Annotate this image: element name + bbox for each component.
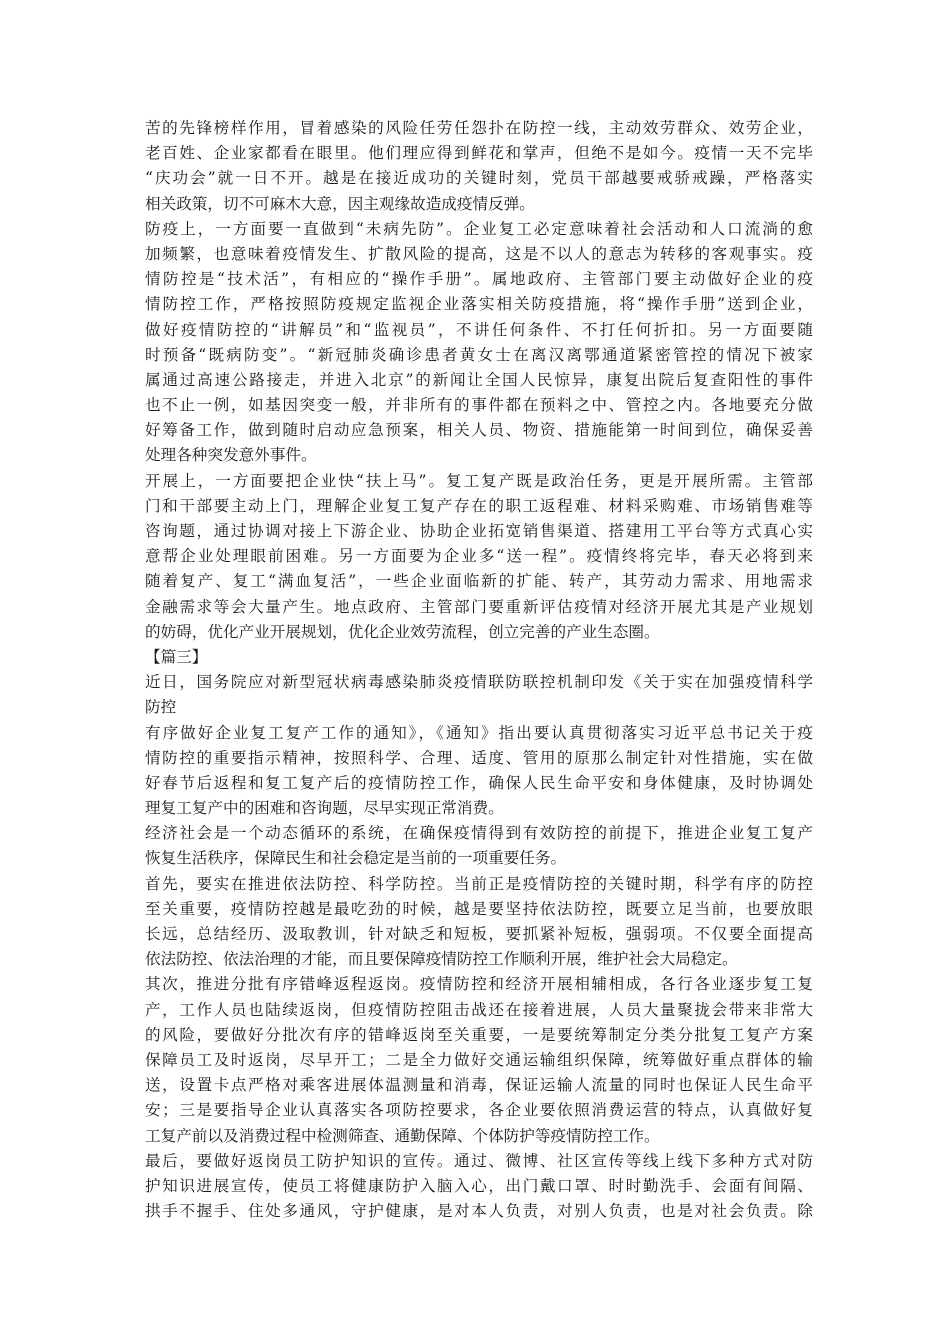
text-line: 老百姓、企业家都看在眼里。他们理应得到鲜花和掌声，但绝不是如今。疫情一天不完毕: [145, 144, 813, 163]
text-line: 相关政策，切不可麻木大意，因主观缘故造成疫情反弹。: [145, 194, 535, 213]
text-line: 保障员工及时返岗，尽早开工；二是全力做好交通运输组织保障，统筹做好重点群体的输: [145, 1050, 813, 1069]
text-line: 金融需求等会大量产生。地点政府、主管部门要重新评估疫情对经济开展尤其是产业规划: [145, 597, 813, 616]
text-line: “庆功会”就一日不开。越是在接近成功的关键时刻，党员干部越要戒骄戒躁，严格落实: [145, 169, 813, 188]
text-line: 门和干部要主动上门，理解企业复工复产存在的职工返程难、材料采购难、市场销售难等: [145, 496, 813, 515]
text-line: 防疫上，一方面要一直做到“未病先防”。企业复工必定意味着社会活动和人口流淌的愈: [145, 219, 813, 238]
text-line: 防控: [145, 698, 177, 717]
text-line: 经济社会是一个动态循环的系统，在确保疫情得到有效防控的前提下，推进企业复工复产: [145, 824, 813, 843]
text-line: 近日，国务院应对新型冠状病毒感染肺炎疫情联防联控机制印发《关于实在加强疫情科学: [145, 673, 813, 692]
text-line: 依法防控、依法治理的才能，而且要保障疫情防控工作顺利开展，维护社会大局稳定。: [145, 950, 738, 969]
text-line: 工复产前以及消费过程中检测筛查、通勤保障、个体防护等疫情防控工作。: [145, 1126, 660, 1145]
text-line: 情防控工作，严格按照防疫规定监视企业落实相关防疫措施，将“操作手册”送到企业，: [145, 295, 813, 314]
text-line: 拱手不握手、住处多通风，守护健康，是对本人负责，对别人负责，也是对社会负责。除: [145, 1202, 813, 1221]
text-line: 产，工作人员也陆续返岗，但疫情防控阻击战还在接着进展，人员大量聚拢会带来非常大: [145, 1000, 813, 1019]
text-line: 安；三是要指导企业认真落实各项防控要求，各企业要依照消费运营的特点，认真做好复: [145, 1101, 813, 1120]
text-line: 有序做好企业复工复产工作的通知》，《通知》指出要认真贯彻落实习近平总书记关于疫: [145, 723, 813, 742]
text-line: 恢复生活秩序，保障民生和社会稳定是当前的一项重要任务。: [145, 849, 567, 868]
text-line: 情防控是“技术活”，有相应的“操作手册”。属地政府、主管部门要主动做好企业的疫: [145, 270, 813, 289]
text-line: 长远，总结经历、汲取教训，针对缺乏和短板，要抓紧补短板，强弱项。不仅要全面提高: [145, 925, 813, 943]
text-line: 意帮企业处理眼前困难。另一方面要为企业多“送一程”。疫情终将完毕，春天必将到来: [145, 547, 813, 566]
text-line: 【篇三】: [145, 647, 208, 666]
text-line: 好筹备工作，做到随时启动应急预案，相关人员、物资、措施能第一时间到位，确保妥善: [145, 421, 813, 440]
text-line: 的风险，要做好分批次有序的错峰返岗至关重要，一是要统筹制定分类分批复工复产方案: [145, 1025, 813, 1044]
text-line: 时预备“既病防变”。“新冠肺炎确诊患者黄女士在离汉离鄂通道紧密管控的情况下被家: [145, 345, 813, 364]
text-line: 苦的先锋榜样作用，冒着感染的风险任劳任怨扑在防控一线，主动效劳群众、效劳企业，: [145, 119, 813, 137]
text-line: 做好疫情防控的“讲解员”和“监视员”，不讲任何条件、不打任何折扣。另一方面要随: [145, 320, 813, 339]
text-line: 的妨碍，优化产业开展规划，优化企业效劳流程，创立完善的产业生态圈。: [145, 622, 660, 641]
text-line: 情防控的重要指示精神，按照科学、合理、适度、管用的原那么制定针对性措施，实在做: [145, 748, 813, 767]
text-line: 护知识进展宣传，使员工将健康防护入脑入心，出门戴口罩、时时勤洗手、会面有间隔、: [145, 1176, 813, 1195]
text-line: 开展上，一方面要把企业快“扶上马”。复工复产既是政治任务，更是开展所需。主管部: [145, 471, 813, 490]
document-page: [145, 116, 813, 1224]
text-line: 随着复产、复工“满血复活”，一些企业面临新的扩能、转产，其劳动力需求、用地需求: [145, 572, 813, 591]
text-line: 理复工复产中的困难和咨询题，尽早实现正常消费。: [145, 799, 504, 818]
text-line: 其次，推进分批有序错峰返程返岗。疫情防控和经济开展相辅相成，各行各业逐步复工复: [145, 975, 813, 994]
text-line: 也不止一例，如基因突变一般，并非所有的事件都在预料之中、管控之内。各地要充分做: [145, 396, 813, 415]
text-line: 送，设置卡点严格对乘客进展体温测量和消毒，保证运输人流量的同时也保证人民生命平: [145, 1076, 813, 1095]
text-line: 至关重要，疫情防控越是最吃劲的时候，越是要坚持依法防控，既要立足当前，也要放眼: [145, 899, 813, 918]
text-line: 属通过高速公路接走，并进入北京”的新闻让全国人民惊异，康复出院后复查阳性的事件: [145, 370, 813, 389]
text-line: 咨询题，通过协调对接上下游企业、协助企业拓宽销售渠道、搭建用工平台等方式真心实: [145, 522, 813, 540]
text-line: 最后，要做好返岗员工防护知识的宣传。通过、微博、社区宣传等线上线下多种方式对防: [145, 1151, 813, 1170]
text-line: 加频繁，也意味着疫情发生、扩散风险的提高，这是不以人的意志为转移的客观事实。疫: [145, 244, 813, 263]
text-line: 处理各种突发意外事件。: [145, 446, 317, 465]
text-line: 好春节后返程和复工复产后的疫情防控工作，确保人民生命平安和身体健康，及时协调处: [145, 773, 813, 792]
text-line: 首先，要实在推进依法防控、科学防控。当前正是疫情防控的关键时期，科学有序的防控: [145, 874, 813, 893]
